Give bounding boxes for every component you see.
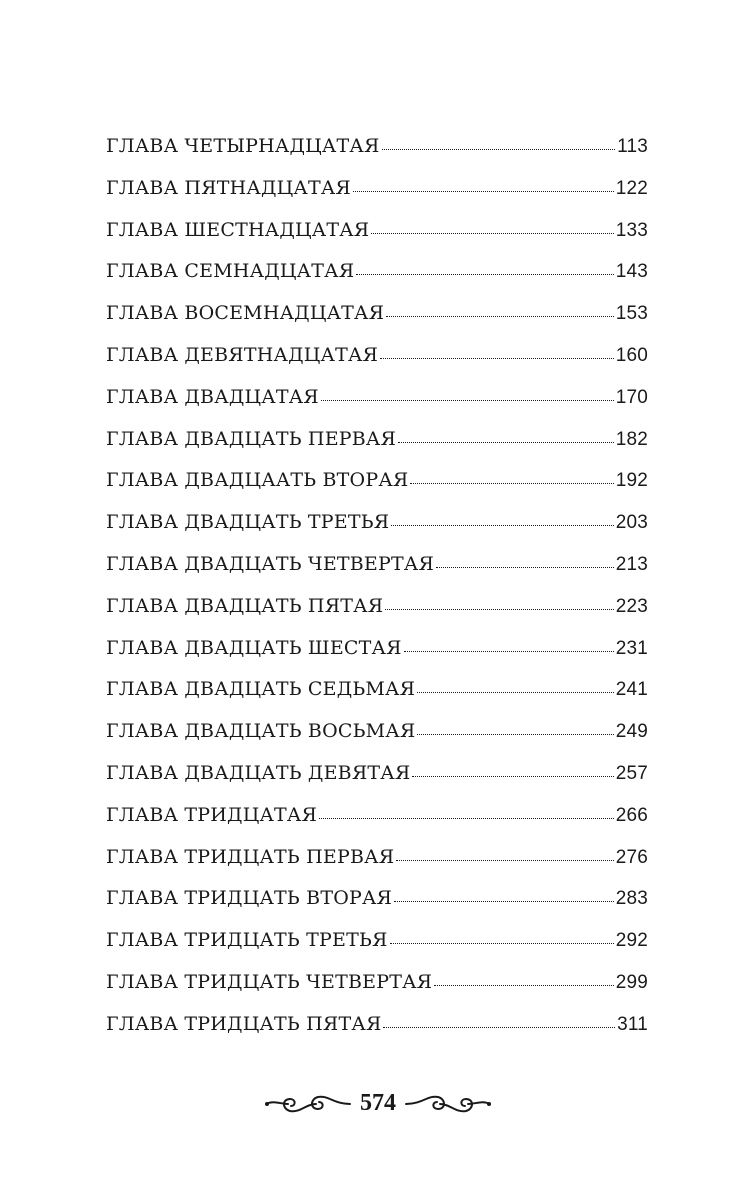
toc-dot-leader xyxy=(380,358,614,359)
toc-dot-leader xyxy=(398,442,614,443)
toc-entry[interactable] xyxy=(106,177,648,219)
toc-entry-title: ГЛАВА ШЕСТНАДЦАТАЯ xyxy=(106,218,370,241)
toc-entry[interactable] xyxy=(106,219,648,261)
toc-entry-page: 266 xyxy=(615,804,648,826)
toc-entry-page: 283 xyxy=(615,888,648,910)
toc-entry-page: 113 xyxy=(617,136,648,157)
toc-entry[interactable] xyxy=(106,762,648,804)
toc-entry[interactable] xyxy=(106,386,648,428)
toc-entry-title: ГЛАВА ТРИДЦАТЬ ВТОРАЯ xyxy=(106,887,393,910)
toc-dot-leader xyxy=(412,776,613,777)
toc-dot-leader xyxy=(394,901,614,902)
toc-entry[interactable] xyxy=(106,929,648,971)
toc-entry-page: 203 xyxy=(615,512,648,534)
toc-entry-title: ГЛАВА ТРИДЦАТЬ ПЕРВАЯ xyxy=(106,845,395,868)
toc-entry[interactable] xyxy=(106,637,648,679)
toc-entry-page: 276 xyxy=(615,846,648,868)
toc-entry-page: 192 xyxy=(615,470,648,492)
toc-dot-leader xyxy=(353,191,614,192)
toc-dot-leader xyxy=(434,985,613,986)
toc-entry-page: 143 xyxy=(615,261,648,283)
toc-entry-title: ГЛАВА ПЯТНАДЦАТАЯ xyxy=(106,176,351,199)
toc-entry[interactable] xyxy=(106,260,648,302)
toc-entry[interactable] xyxy=(106,887,648,929)
toc-entry[interactable] xyxy=(106,469,648,511)
toc-dot-leader xyxy=(391,525,613,526)
toc-entry-page: 133 xyxy=(615,219,648,241)
toc-dot-leader xyxy=(390,943,614,944)
toc-entry-page: 223 xyxy=(615,595,648,617)
toc-entry-page: 311 xyxy=(617,1013,648,1035)
toc-dot-leader xyxy=(382,149,616,150)
toc-entry-title: ГЛАВА ТРИДЦАТАЯ xyxy=(106,803,318,826)
toc-dot-leader xyxy=(410,483,613,484)
toc-dot-leader xyxy=(396,860,613,861)
toc-dot-leader xyxy=(383,1027,615,1028)
toc-entry[interactable] xyxy=(106,344,648,386)
toc-entry[interactable] xyxy=(106,428,648,470)
toc-entry-title: ГЛАВА ТРИДЦАТЬ ПЯТАЯ xyxy=(106,1012,382,1035)
toc-entry-page: 231 xyxy=(615,637,648,659)
toc-entry-page: 213 xyxy=(615,553,648,575)
toc-entry-page: 182 xyxy=(615,428,648,450)
toc-entry-title: ГЛАВА ВОСЕМНАДЦАТАЯ xyxy=(106,302,385,325)
toc-dot-leader xyxy=(417,692,614,693)
toc-entry-page: 249 xyxy=(615,721,648,743)
toc-dot-leader xyxy=(386,316,614,317)
table-of-contents xyxy=(106,135,648,1055)
toc-entry[interactable] xyxy=(106,595,648,637)
toc-dot-leader xyxy=(417,734,613,735)
toc-entry[interactable] xyxy=(106,804,648,846)
toc-entry[interactable] xyxy=(106,678,648,720)
toc-entry[interactable] xyxy=(106,1013,648,1055)
flourish-right-icon xyxy=(404,1091,492,1117)
toc-entry-title: ГЛАВА ДВАДЦАТАЯ xyxy=(106,385,319,408)
toc-entry-page: 153 xyxy=(615,303,648,325)
toc-entry-title: ГЛАВА ДВАДЦАТЬ ПЕРВАЯ xyxy=(106,427,397,450)
toc-entry-title: ГЛАВА ДВАДЦАТЬ ТРЕТЬЯ xyxy=(106,511,390,534)
toc-entry-title: ГЛАВА ДВАДЦАТЬ ВОСЬМАЯ xyxy=(106,720,416,743)
page-number: 574 xyxy=(360,1090,396,1116)
toc-dot-leader xyxy=(436,567,614,568)
toc-entry-page: 241 xyxy=(615,679,648,701)
toc-entry-page: 170 xyxy=(615,386,648,408)
toc-entry-page: 257 xyxy=(615,762,648,784)
toc-entry[interactable] xyxy=(106,846,648,888)
toc-dot-leader xyxy=(319,818,614,819)
toc-entry-page: 299 xyxy=(615,971,648,993)
toc-entry-title: ГЛАВА СЕМНАДЦАТАЯ xyxy=(106,260,355,283)
toc-entry[interactable] xyxy=(106,511,648,553)
toc-entry-title: ГЛАВА ДВАДЦАТЬ ПЯТАЯ xyxy=(106,594,384,617)
toc-entry-title: ГЛАВА ТРИДЦАТЬ ЧЕТВЕРТАЯ xyxy=(106,970,433,993)
toc-entry-title: ГЛАВА ДВАДЦАТЬ ШЕСТАЯ xyxy=(106,636,402,659)
toc-dot-leader xyxy=(385,609,613,610)
toc-dot-leader xyxy=(404,651,614,652)
toc-entry[interactable] xyxy=(106,720,648,762)
toc-entry[interactable] xyxy=(106,302,648,344)
page-footer xyxy=(0,1090,756,1117)
toc-dot-leader xyxy=(356,274,613,275)
flourish-left-icon xyxy=(264,1091,352,1117)
toc-entry-page: 122 xyxy=(615,177,648,199)
toc-entry-title: ГЛАВА ТРИДЦАТЬ ТРЕТЬЯ xyxy=(106,929,388,952)
toc-entry-title: ГЛАВА ДВАДЦАТЬ ЧЕТВЕРТАЯ xyxy=(106,552,434,575)
toc-entry[interactable] xyxy=(106,971,648,1013)
toc-entry-title: ГЛАВА ДЕВЯТНАДЦАТАЯ xyxy=(106,343,379,366)
toc-entry-page: 292 xyxy=(615,930,648,952)
toc-dot-leader xyxy=(371,233,613,234)
toc-entry-title: ГЛАВА ДВАДЦАТЬ СЕДЬМАЯ xyxy=(106,678,416,701)
toc-entry-title: ГЛАВА ДВАДЦАТЬ ДЕВЯТАЯ xyxy=(106,761,411,784)
toc-entry-title: ГЛАВА ДВАДЦААТЬ ВТОРАЯ xyxy=(106,469,409,492)
toc-entry-page: 160 xyxy=(615,344,648,366)
toc-dot-leader xyxy=(321,400,614,401)
toc-entry-title: ГЛАВА ЧЕТЫРНАДЦАТАЯ xyxy=(106,135,380,157)
toc-entry[interactable] xyxy=(106,135,648,177)
toc-entry[interactable] xyxy=(106,553,648,595)
